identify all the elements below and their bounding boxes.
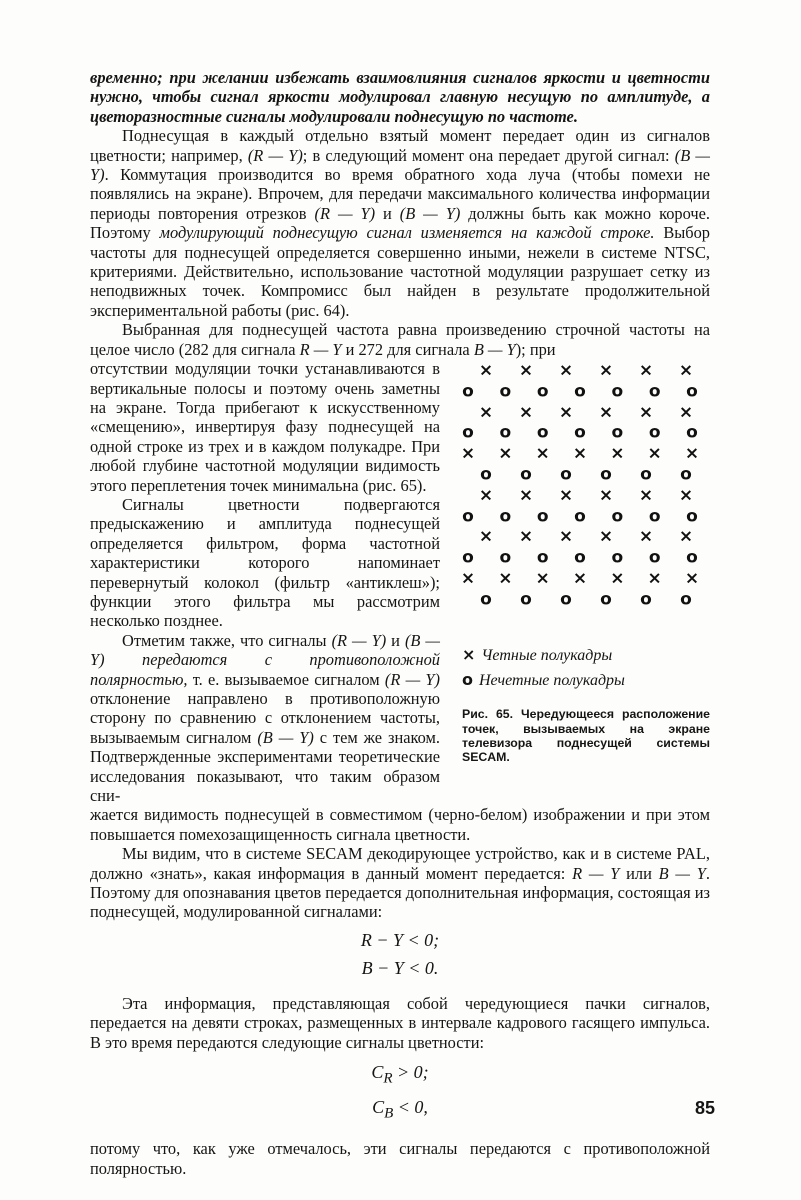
circle-mark: o <box>680 589 692 610</box>
circle-mark: o <box>648 506 661 527</box>
paragraph-closing: потому что, как уже отмечалось, эти сигналы передаются с противоположной полярностью. <box>90 1139 710 1178</box>
paragraph-subcarrier: Поднесущая в каждый отдельно взятый момент передает один из сигналов цветности; например, (R — Y); в следующий момент она передает другой сигнал: (B — Y). Коммутация производится во время обратного хода луча (чтобы помехи не появлялись на экране). Впрочем, для передачи максимального количества информации периоды повторения отрезков (R — Y) и (B — Y) должны быть как можно короче. Поэтому модулирующий поднесущую сигнал изменяется на каждой строке. Выбор частоты для поднесущей определяется совершенно иными, нежели в системе NTSC, критериями. Действительно, использование частотной модуляции разрушает сетку из неподвижных точек. Компромисс был найден в результате продолжительной экспериментальной работы (рис. 64). <box>90 126 710 320</box>
circle-mark: o <box>480 464 492 485</box>
circle-mark: o <box>536 381 549 402</box>
circle-symbol: o <box>462 670 473 690</box>
cross-mark: × <box>638 360 654 381</box>
circle-mark: o <box>648 381 661 402</box>
circle-mark: o <box>686 547 698 568</box>
cross-mark: × <box>647 568 662 589</box>
circle-mark: o <box>686 422 698 443</box>
paragraph-bursts: Эта информация, представляющая собой чередующиеся пачки сигналов, передается на девяти строках, размещенных в интервале кадрового гасящего импульса. В это время передаются следующие сигналы цветности: <box>90 993 710 1052</box>
cross-mark: × <box>598 402 614 423</box>
circle-mark: o <box>462 422 474 443</box>
circle-mark: o <box>499 506 512 527</box>
cross-mark: × <box>518 526 534 547</box>
circle-mark: o <box>536 547 549 568</box>
circle-mark: o <box>499 381 512 402</box>
cross-mark: × <box>598 360 614 381</box>
circle-mark: o <box>686 381 698 402</box>
cross-mark: × <box>684 443 700 464</box>
cross-mark: × <box>610 568 625 589</box>
circle-mark: o <box>520 589 532 610</box>
formula-line-cr: $C_R > 0$; <box>371 1062 429 1087</box>
paragraph-frequency: Выбранная для поднесущей частота равна произведению строчной частоты на целое число (282 для сигнала R — Y и 272 для сигнала B — Y); при <box>90 320 710 359</box>
dot-pattern-diagram <box>460 360 710 613</box>
circle-mark: o <box>499 547 512 568</box>
cross-mark: × <box>678 360 694 381</box>
formula-line-cb: $C_B < 0$, <box>372 1096 428 1122</box>
cross-mark: × <box>558 402 574 423</box>
cross-mark: × <box>558 526 574 547</box>
circle-mark: o <box>520 464 532 485</box>
cross-mark: × <box>478 526 494 547</box>
cross-mark: × <box>684 568 700 589</box>
circle-mark: o <box>480 589 492 610</box>
figure-legend <box>462 643 710 693</box>
legend-odd-fields: o Нечетные полукадры <box>462 670 625 690</box>
circle-mark: o <box>462 547 474 568</box>
cross-mark: × <box>638 485 654 506</box>
cross-mark: × <box>518 360 534 381</box>
circle-mark: o <box>611 422 624 443</box>
page-number: 85 <box>694 1098 715 1118</box>
circle-mark: o <box>611 381 624 402</box>
cross-mark: × <box>638 402 654 423</box>
circle-mark: o <box>536 506 549 527</box>
circle-mark: o <box>686 506 698 527</box>
cross-mark: × <box>678 485 694 506</box>
intro-paragraph: временно; при желании избежать взаимовлияния сигналов яркости и цветности нужно, чтобы сигнал яркости модулировал главную несущую по амплитуде, а цветоразностные сигналы модулировали поднесущую по частоте. <box>90 68 710 126</box>
circle-mark: o <box>462 381 474 402</box>
cross-symbol: × <box>462 645 476 665</box>
cross-mark: × <box>558 360 574 381</box>
circle-mark: o <box>574 506 586 527</box>
paragraph-polarity: Отметим также, что сигналы (R — Y) и (B — Y) передаются с противоположной полярностью, т. е. вызываемое сигналом (R — Y) отклонение направлено в противоположную сторону по сравнению с отклонением частоты, вызываемым сигналом (B — Y) с тем же знаком. Подтвержденные экспериментами теоретические исследования показывают, что таким образом сни- <box>90 630 440 806</box>
formula-line: B − Y < 0. <box>361 957 439 978</box>
paragraph-predistortion: Сигналы цветности подвергаются предыскажению и амплитуда поднесущей определяется фильтром, форма частотной характеристики которого напоминает перевернутый колокол (фильтр «антиклеш»); функции этого фильтра мы рассмотрим несколько позднее. <box>90 494 440 631</box>
cross-mark: × <box>498 568 513 589</box>
circle-mark: o <box>574 422 586 443</box>
cross-mark: × <box>478 402 494 423</box>
formula-difference-signals <box>90 926 710 982</box>
paragraph-frequency-continued: отсутствии модуляции точки устанавливаются в вертикальные полосы и поэтому очень заметны на экране. Тогда прибегают к искусственному «смещению», инвертируя фазу поднесущей на одной строке из трех и в каждом полукадре. При любой глубине частотной модуляции видимость этого переплетения точек минимальна (рис. 65). <box>90 359 440 495</box>
cross-mark: × <box>498 443 513 464</box>
cross-mark: × <box>558 485 574 506</box>
cross-mark: × <box>518 402 534 423</box>
legend-even-fields: × Четные полукадры <box>462 645 613 665</box>
cross-mark: × <box>638 526 654 547</box>
cross-mark: × <box>598 526 614 547</box>
cross-mark: × <box>460 568 476 589</box>
circle-mark: o <box>560 464 572 485</box>
figure-65 <box>460 360 710 765</box>
cross-mark: × <box>460 443 476 464</box>
circle-mark: o <box>462 506 474 527</box>
circle-mark: o <box>648 547 661 568</box>
cross-mark: × <box>535 568 550 589</box>
formula-chroma-signals <box>90 1058 710 1127</box>
cross-mark: × <box>598 485 614 506</box>
cross-mark: × <box>478 360 494 381</box>
cross-mark: × <box>572 568 588 589</box>
cross-mark: × <box>572 443 588 464</box>
cross-mark: × <box>678 526 694 547</box>
paragraph-secam-decoder: Мы видим, что в системе SECAM декодирующее устройство, как и в системе PAL, должно «знать», какая информация в данный момент передается: R — Y или B — Y. Поэтому для опознавания цветов передается дополнительная информация, состоящая из поднесущей, модулированной сигналами: <box>90 844 710 922</box>
circle-mark: o <box>640 464 652 485</box>
formula-line: R − Y < 0; <box>360 929 440 950</box>
circle-mark: o <box>574 381 586 402</box>
circle-mark: o <box>611 547 624 568</box>
paragraph-polarity-continued: жается видимость поднесущей в совместимом (черно-белом) изображении и при этом повышается помехозащищенность сигнала цветности. <box>90 805 710 844</box>
circle-mark: o <box>499 422 512 443</box>
cross-mark: × <box>610 443 625 464</box>
circle-mark: o <box>600 464 612 485</box>
cross-mark: × <box>478 485 494 506</box>
wrapped-text-column <box>90 359 440 805</box>
cross-mark: × <box>535 443 550 464</box>
circle-mark: o <box>560 589 572 610</box>
figure-wrap-section <box>90 359 710 805</box>
cross-mark: × <box>678 402 694 423</box>
circle-mark: o <box>648 422 661 443</box>
circle-mark: o <box>536 422 549 443</box>
circle-mark: o <box>680 464 692 485</box>
circle-mark: o <box>600 589 612 610</box>
figure-caption: Рис. 65. Чередующееся расположение точек, вызываемых на экране телевизора поднесущей системы SECAM. <box>462 707 710 765</box>
cross-mark: × <box>518 485 534 506</box>
circle-mark: o <box>611 506 624 527</box>
page-body <box>90 68 710 1178</box>
cross-mark: × <box>647 443 662 464</box>
circle-mark: o <box>640 589 652 610</box>
circle-mark: o <box>574 547 586 568</box>
